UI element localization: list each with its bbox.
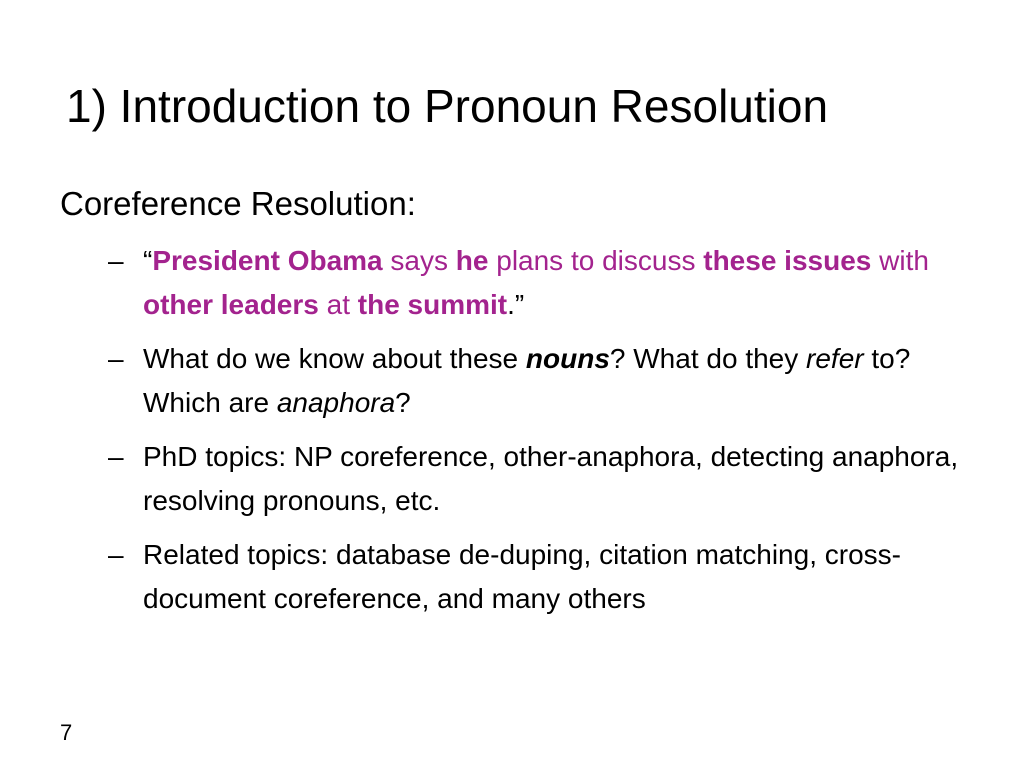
dash-marker: –: [108, 245, 124, 276]
text-segment: to? Which are: [143, 343, 911, 418]
bullet-example-sentence: [108, 239, 968, 327]
text-segment: What do we know about these: [143, 343, 526, 374]
mention-president-obama: President Obama: [152, 245, 383, 276]
verb-says: says: [382, 245, 456, 276]
text-segment: ?: [395, 387, 411, 418]
section-heading: Coreference Resolution:: [60, 185, 416, 222]
word-at: at: [318, 289, 358, 320]
dash-marker: –: [108, 441, 124, 472]
mention-the-summit: the summit: [357, 289, 508, 320]
bullet-text: Related topics: database de-duping, citation matching, cross-document coreference, and many others: [143, 539, 901, 614]
word-with: with: [871, 245, 929, 276]
phrase-plans-to-discuss: plans to discuss: [488, 245, 704, 276]
term-anaphora: anaphora: [276, 387, 396, 418]
mention-other-leaders: other leaders: [143, 289, 319, 320]
dash-marker: –: [108, 539, 124, 570]
bullet-text: PhD topics: NP coreference, other-anaphora, detecting anaphora, resolving pronouns, etc.: [143, 441, 959, 516]
mention-he: he: [455, 245, 489, 276]
open-quote: “: [143, 245, 153, 276]
dash-marker: –: [108, 343, 124, 374]
mention-these-issues: these issues: [703, 245, 872, 276]
bullet-questions: [108, 337, 968, 425]
close-quote: .”: [507, 289, 525, 320]
bullet-list: [108, 239, 968, 631]
bullet-phd-topics: [108, 435, 968, 523]
page-number: 7: [60, 720, 73, 745]
term-refer: refer: [806, 343, 864, 374]
term-nouns: nouns: [525, 343, 610, 374]
slide-title: 1) Introduction to Pronoun Resolution: [66, 80, 829, 132]
text-segment: ? What do they: [609, 343, 807, 374]
bullet-related-topics: [108, 533, 968, 621]
